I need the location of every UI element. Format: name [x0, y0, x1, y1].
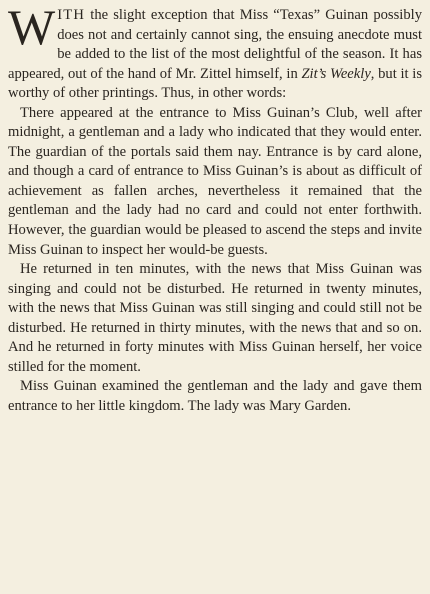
- paragraph-2: There appeared at the entrance to Miss Guinan’s Club, well after midnight, a gentleman and a lady who indicated that they would enter. The guardian of the portals said them nay. Entrance is by card alone, and though a card of entrance to Miss Guinan’s is about as difficult of achievement as fallen arches, nevertheless it remained that the gentleman and the lady had no card and could not enter forthwith. However, the guardian would be pleased to ascend the steps and invite Miss Guinan to inspect her would-be guests.: [8, 104, 422, 258]
- paragraph-1-text-a: the slight exception that Miss “Texas” Guinan possibly does not and certainly cannot sing, the ensuing anecdote must be added to the list of the most delightful of the season. It has appeared, out of the hand of Mr. Zittel himself, in: [8, 7, 422, 82]
- drop-cap: W: [8, 0, 56, 55]
- lead-word: ITH: [57, 7, 86, 23]
- paragraph-4: Miss Guinan examined the gentleman and the lady and gave them entrance to her little kingdom. The lady was Mary Garden.: [8, 378, 422, 414]
- paragraph-1: [8, 0, 423, 104]
- paragraph-3: He returned in ten minutes, with the news that Miss Guinan was singing and could not be disturbed. He returned in twenty minutes, with the news that Miss Guinan was still singing and could still not be disturbed. He returned in thirty minutes, with the news that and so on. And he returned in forty minutes with Miss Guinan herself, her voice stilled for the moment.: [8, 261, 422, 375]
- paragraph-1-text-b: , but it is worthy of other printings. Thus, in other words:: [8, 65, 423, 102]
- publication-title: Zit’s Weekly: [301, 65, 371, 82]
